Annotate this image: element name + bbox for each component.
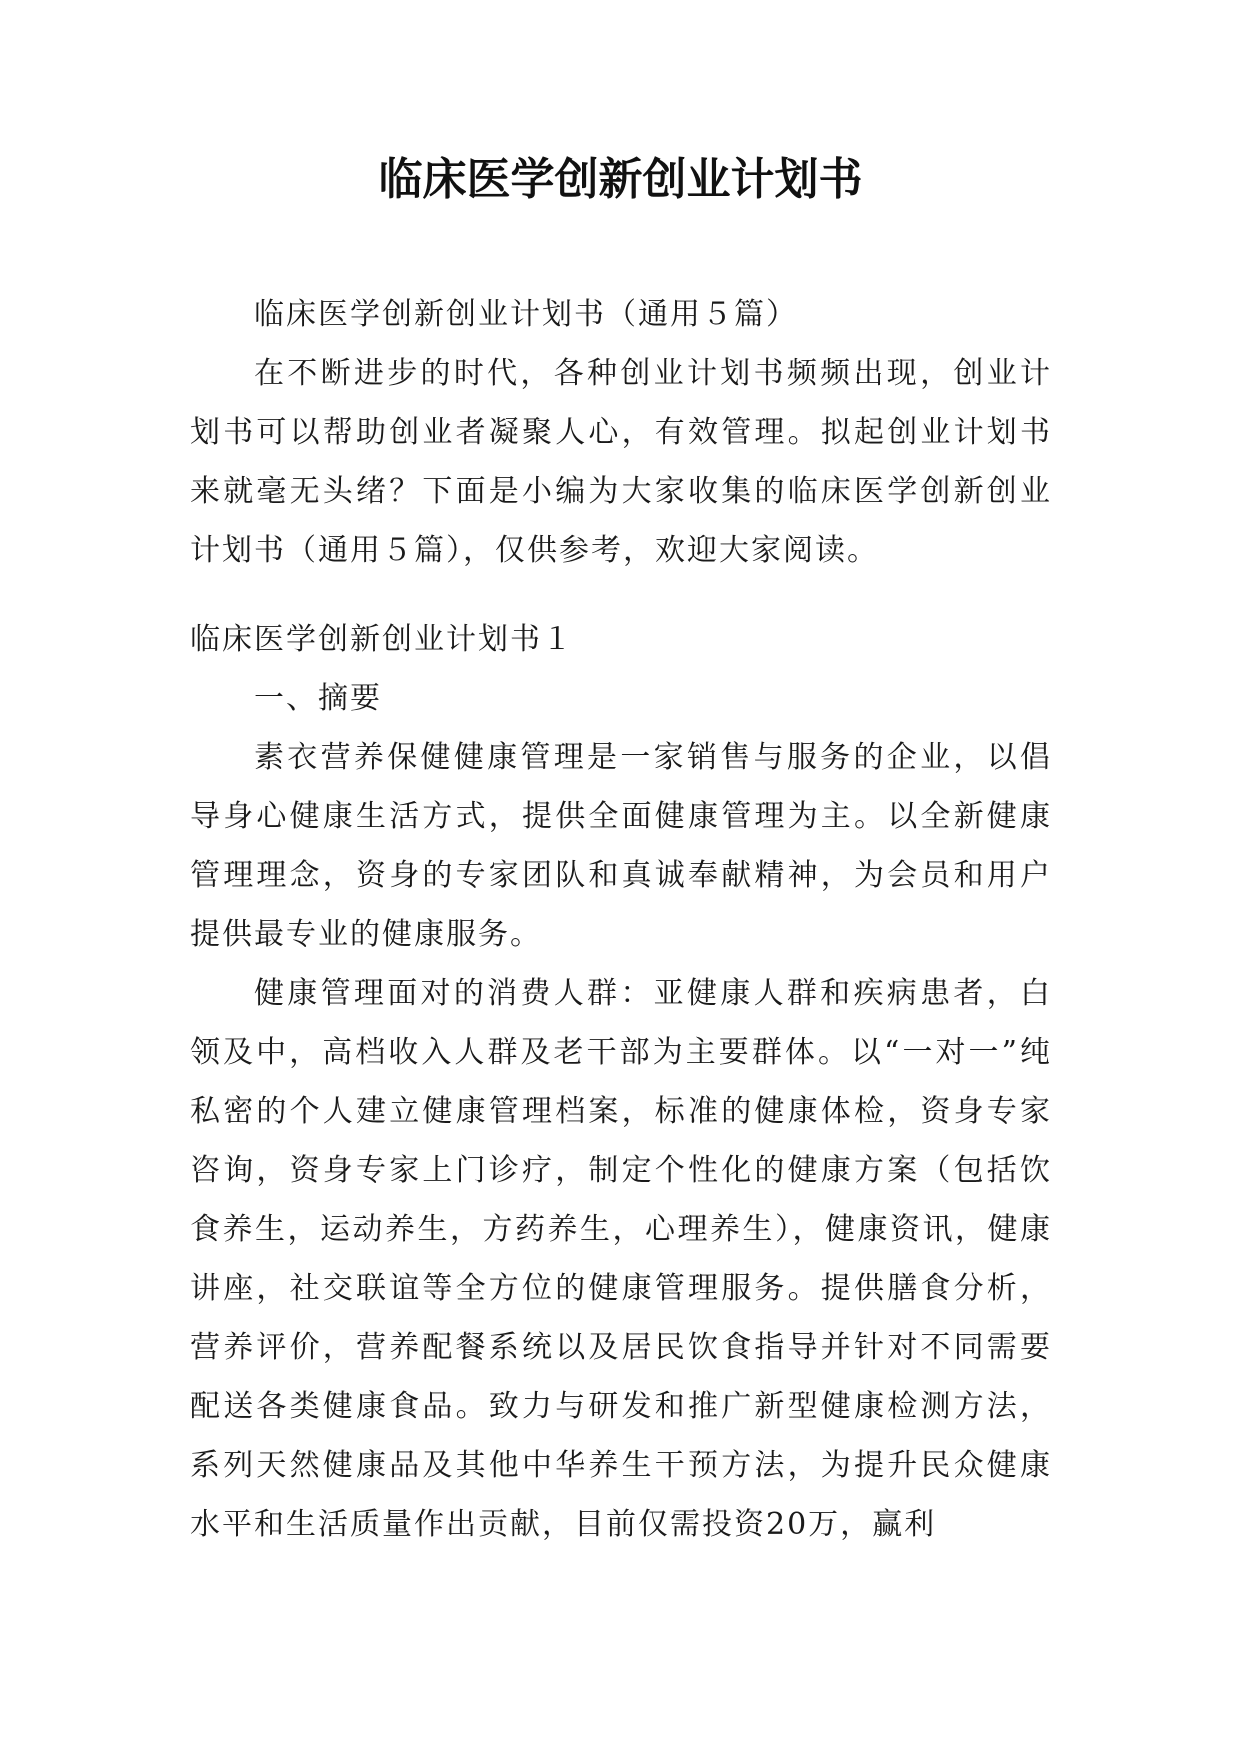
document-title: 临床医学创新创业计划书	[378, 154, 863, 205]
body-paragraph: 素衣营养保健健康管理是一家销售与服务的企业，以倡导身心健康生活方式，提供全面健康管理为主。以全新健康管理理念，资身的专家团队和真诚奉献精神，为会员和用户提供最专业的健康服务。	[190, 740, 1052, 952]
subsection-heading: 一、摘要	[254, 681, 382, 716]
subtitle-paragraph: 临床医学创新创业计划书（通用５篇）	[254, 297, 798, 332]
document-body	[190, 285, 1052, 1554]
body-paragraph: 健康管理面对的消费人群：亚健康人群和疾病患者，白领及中，高档收入人群及老干部为主要群体。以“一对一”纯私密的个人建立健康管理档案，标准的健康体检，资身专家咨询，资身专家上门诊疗，制定个性化的健康方案（包括饮食养生，运动养生，方药养生，心理养生），健康资讯，健康讲座，社交联谊等全方位的健康管理服务。提供膳食分析，营养评价，营养配餐系统以及居民饮食指导并针对不同需要配送各类健康食品。致力与研发和推广新型健康检测方法，系列天然健康品及其他中华养生干预方法，为提升民众健康水平和生活质量作出贡献，目前仅需投资20万，赢利	[190, 976, 1052, 1542]
intro-paragraph: 在不断进步的时代，各种创业计划书频频出现，创业计划书可以帮助创业者凝聚人心，有效管理。拟起创业计划书来就毫无头绪？下面是小编为大家收集的临床医学创新创业计划书（通用５篇），仅供参考，欢迎大家阅读。	[190, 356, 1052, 568]
section-heading: 临床医学创新创业计划书１	[190, 622, 574, 657]
